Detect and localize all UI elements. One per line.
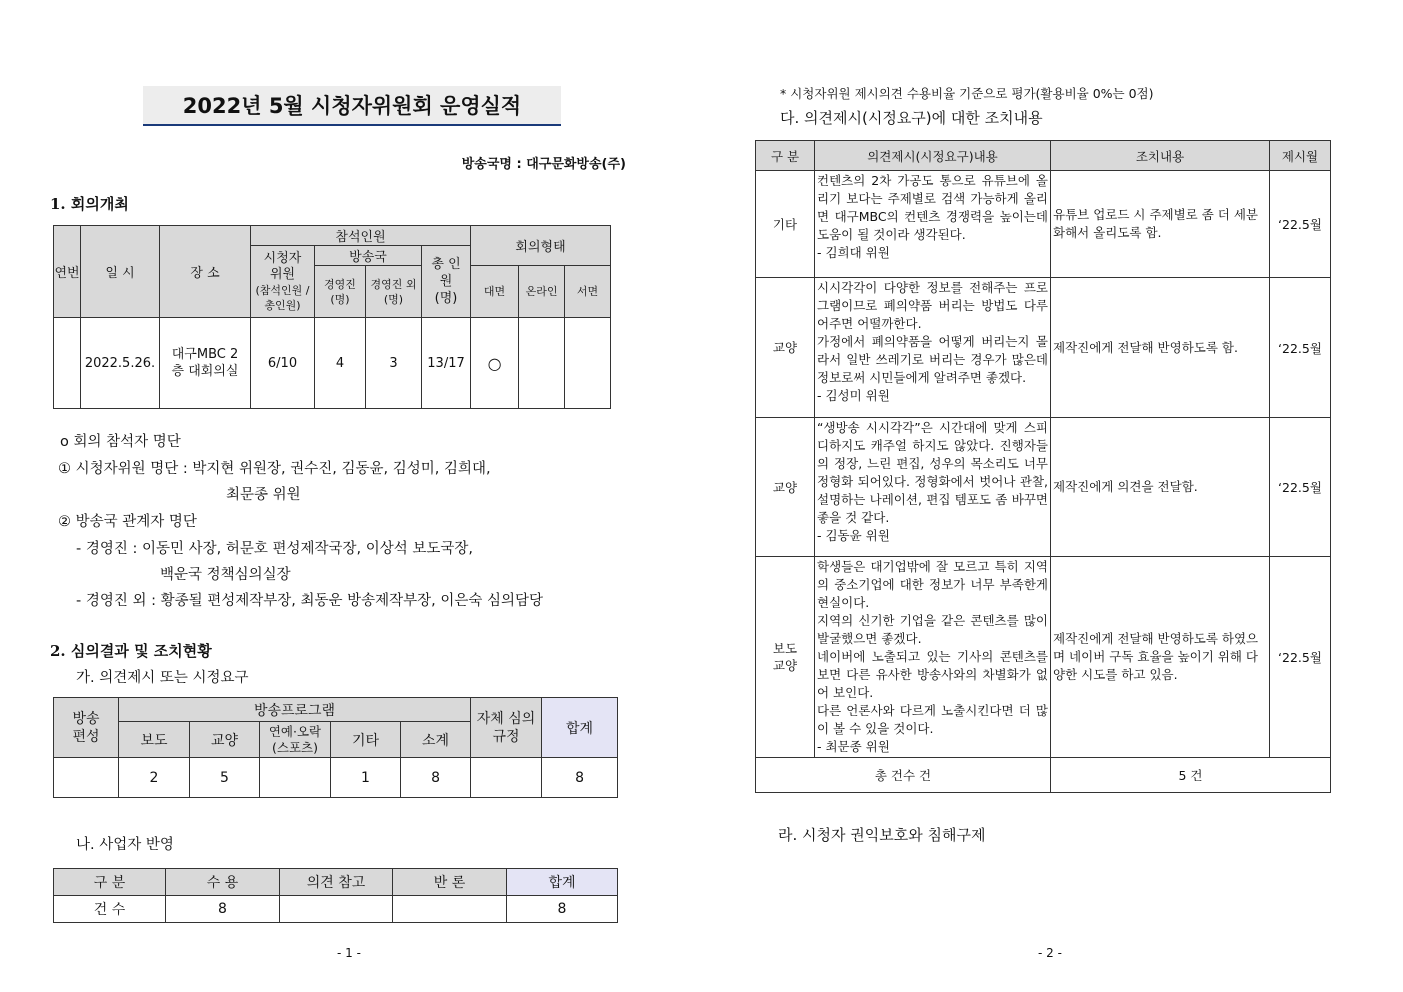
header-org: 방송 편성 [54, 698, 119, 758]
header-sum: 합계 [507, 869, 618, 896]
opinion-line: 지역의 신기한 기업을 같은 콘텐츠를 많이 발굴했으면 좋겠다. [817, 613, 1048, 646]
header-kind: 구 분 [756, 141, 815, 171]
header-viewer [251, 246, 315, 318]
result-table [53, 697, 618, 798]
cell-reference [280, 896, 393, 923]
opinion-line: 시시각각이 다양한 정보를 전해주는 프로그램이므로 폐의약품 버리는 방법도 다루어주면 어떨까한다. [817, 280, 1048, 331]
cell-subtotal: 8 [401, 758, 471, 798]
document-title: 2022년 5월 시청자위원회 운영실적 [143, 86, 561, 126]
total-value: 5 건 [1051, 758, 1331, 793]
total-label: 총 건수 건 [756, 758, 1051, 793]
cell-nonexec: 3 [366, 318, 422, 409]
header-subtotal: 소계 [401, 722, 471, 758]
cell-written [565, 318, 611, 409]
attendees-station: ② 방송국 관계자 명단 [58, 514, 197, 530]
cell-etc: 1 [331, 758, 401, 798]
opinion-line: - 김희대 위원 [817, 245, 890, 260]
header-viewer-sub: (참석인원 /총인원) [255, 283, 310, 312]
cell-reject [393, 896, 507, 923]
header-month: 제시월 [1270, 141, 1331, 171]
opinion-content [815, 557, 1051, 758]
attendees-heading: o 회의 참석자 명단 [60, 434, 181, 450]
header-online: 온라인 [519, 266, 565, 318]
opinion-line: - 최문종 위원 [817, 739, 890, 754]
header-culture: 교양 [190, 722, 260, 758]
opinion-month: ‘22.5월 [1270, 171, 1331, 278]
attendees-exec: - 경영진 : 이동민 사장, 허문호 편성제작국장, 이상석 보도국장, [76, 541, 473, 557]
header-place: 장 소 [160, 226, 251, 318]
attendees-exec-cont: 백운국 정책심의실장 [160, 567, 291, 583]
section-meeting-heading: 1. 회의개최 [50, 195, 129, 213]
cell-culture: 5 [190, 758, 260, 798]
cell-entertainment [260, 758, 331, 798]
page-number-2: - 2 - [1038, 946, 1062, 960]
section-result-heading: 2. 심의결과 및 조치현황 [50, 642, 212, 660]
header-format: 회의형태 [471, 226, 611, 266]
opinion-row [756, 171, 1331, 278]
header-reference: 의견 참고 [280, 869, 393, 896]
opinion-kind: 보도 교양 [756, 557, 815, 758]
opinion-line: 컨텐츠의 2차 가공도 통으로 유튜브에 올리기 보다는 주제별로 검색 가능하게 올리면 대구MBC의 컨텐츠 경쟁력을 높이는데 도움이 될 것이라 생각된다. [817, 173, 1048, 242]
opinion-line: 학생들은 대기업밖에 잘 모르고 특히 지역의 중소기업에 대한 정보가 너무 부족한게 현실이다. [817, 559, 1048, 610]
opinion-row [756, 278, 1331, 418]
opinion-kind: 교양 [756, 418, 815, 557]
meeting-table [53, 225, 611, 409]
opinion-line: - 김성미 위원 [817, 388, 890, 403]
cell-place: 대구MBC 2층 대회의실 [160, 318, 251, 409]
header-station: 방송국 [315, 246, 422, 266]
attendees-viewers: ① 시청자위원 명단 : 박지현 위원장, 권수진, 김동윤, 김성미, 김희대, [58, 461, 491, 477]
opinion-row [756, 557, 1331, 758]
header-written: 서면 [565, 266, 611, 318]
cell-online [519, 318, 565, 409]
opinion-rows [756, 171, 1331, 758]
cell-org [54, 758, 119, 798]
sub-heading-c: 다. 의견제시(시정요구)에 대한 조치내용 [780, 109, 1043, 127]
reflect-table [53, 868, 618, 923]
header-total: 총 인원 (명) [422, 246, 471, 318]
header-accept: 수 용 [166, 869, 280, 896]
cell-news: 2 [119, 758, 190, 798]
header-program: 방송프로그램 [119, 698, 471, 722]
header-opinion: 의견제시(시정요구)내용 [815, 141, 1051, 171]
cell-exec: 4 [315, 318, 366, 409]
opinion-content [815, 171, 1051, 278]
opinion-row [756, 418, 1331, 557]
header-reject: 반 론 [393, 869, 507, 896]
header-news: 보도 [119, 722, 190, 758]
header-attend: 참석인원 [251, 226, 471, 246]
attendees-nonexec: - 경영진 외 : 황종될 편성제작부장, 최동운 방송제작부장, 이은숙 심의담당 [76, 593, 544, 609]
broadcaster-name: 방송국명 : 대구문화방송(주) [461, 157, 626, 172]
opinion-line: 가정에서 폐의약품을 어떻게 버리는지 몰라서 일반 쓰레기로 버리는 경우가 많은데 정보로써 시민들에게 알려주면 좋겠다. [817, 334, 1048, 385]
opinion-content [815, 278, 1051, 418]
opinion-action: 제작진에게 전달해 반영하도록 함. [1051, 278, 1270, 418]
header-sum: 합계 [542, 698, 618, 758]
opinion-month: ‘22.5월 [1270, 557, 1331, 758]
opinion-line: “생방송 시시각각”은 시간대에 맞게 스피디하지도 캐주얼 하지도 않았다. 진행자들의 정장, 느린 편집, 성우의 목소리도 너무 정형화 되어있다. 정형화에서 벗어나 관찰, 설명하는 나레이션, 편집 템포도 좀 바꾸면 좋을 것 같다. [817, 420, 1048, 525]
cell-accept: 8 [166, 896, 280, 923]
attendees-viewers-cont: 최문종 위원 [226, 487, 301, 503]
opinion-action: 유튜브 업로드 시 주제별로 좀 더 세분화해서 올리도록 함. [1051, 171, 1270, 278]
opinion-action: 제작진에게 의견을 전달함. [1051, 418, 1270, 557]
header-viewer-label: 시청자 위원 [263, 250, 302, 282]
cell-self [471, 758, 542, 798]
header-self: 자체 심의규정 [471, 698, 542, 758]
opinion-kind: 교양 [756, 278, 815, 418]
header-date: 일 시 [81, 226, 160, 318]
header-nonexec: 경영진 외(명) [366, 266, 422, 318]
cell-total: 13/17 [422, 318, 471, 409]
opinion-month: ‘22.5월 [1270, 278, 1331, 418]
opinion-line: - 김동윤 위원 [817, 528, 890, 543]
opinion-line: 네이버에 노출되고 있는 기사의 콘텐츠를 보면 다른 유사한 방송사와의 차별화가 없어 보인다. [817, 649, 1048, 700]
page-number-1: - 1 - [337, 946, 361, 960]
sub-heading-d: 라. 시청자 권익보호와 침해구제 [778, 826, 986, 844]
opinion-content [815, 418, 1051, 557]
cell-sum: 8 [507, 896, 618, 923]
evaluation-note: * 시청자위원 제시의견 수용비율 기준으로 평가(활용비율 0%는 0점) [780, 86, 1154, 101]
cell-date: 2022.5.26. [81, 318, 160, 409]
cell-count-label: 건 수 [54, 896, 166, 923]
cell-sum: 8 [542, 758, 618, 798]
opinion-line: 다른 언론사와 다르게 노출시킨다면 더 많이 볼 수 있을 것이다. [817, 703, 1048, 736]
opinion-table [755, 140, 1331, 793]
opinion-kind: 기타 [756, 171, 815, 278]
sub-heading-b: 나. 사업자 반영 [76, 837, 174, 853]
cell-no [54, 318, 81, 409]
header-entertainment: 연예·오락 (스포츠) [260, 722, 331, 758]
header-no: 연번 [54, 226, 81, 318]
opinion-action: 제작진에게 전달해 반영하도록 하였으며 네이버 구독 효율을 높이기 위해 다양한 시도를 하고 있음. [1051, 557, 1270, 758]
header-etc: 기타 [331, 722, 401, 758]
header-exec: 경영진 (명) [315, 266, 366, 318]
header-offline: 대면 [471, 266, 519, 318]
header-kind: 구 분 [54, 869, 166, 896]
sub-heading-a: 가. 의견제시 또는 시정요구 [76, 670, 249, 686]
cell-viewer: 6/10 [251, 318, 315, 409]
header-action: 조치내용 [1051, 141, 1270, 171]
cell-offline: ○ [471, 318, 519, 409]
opinion-month: ‘22.5월 [1270, 418, 1331, 557]
